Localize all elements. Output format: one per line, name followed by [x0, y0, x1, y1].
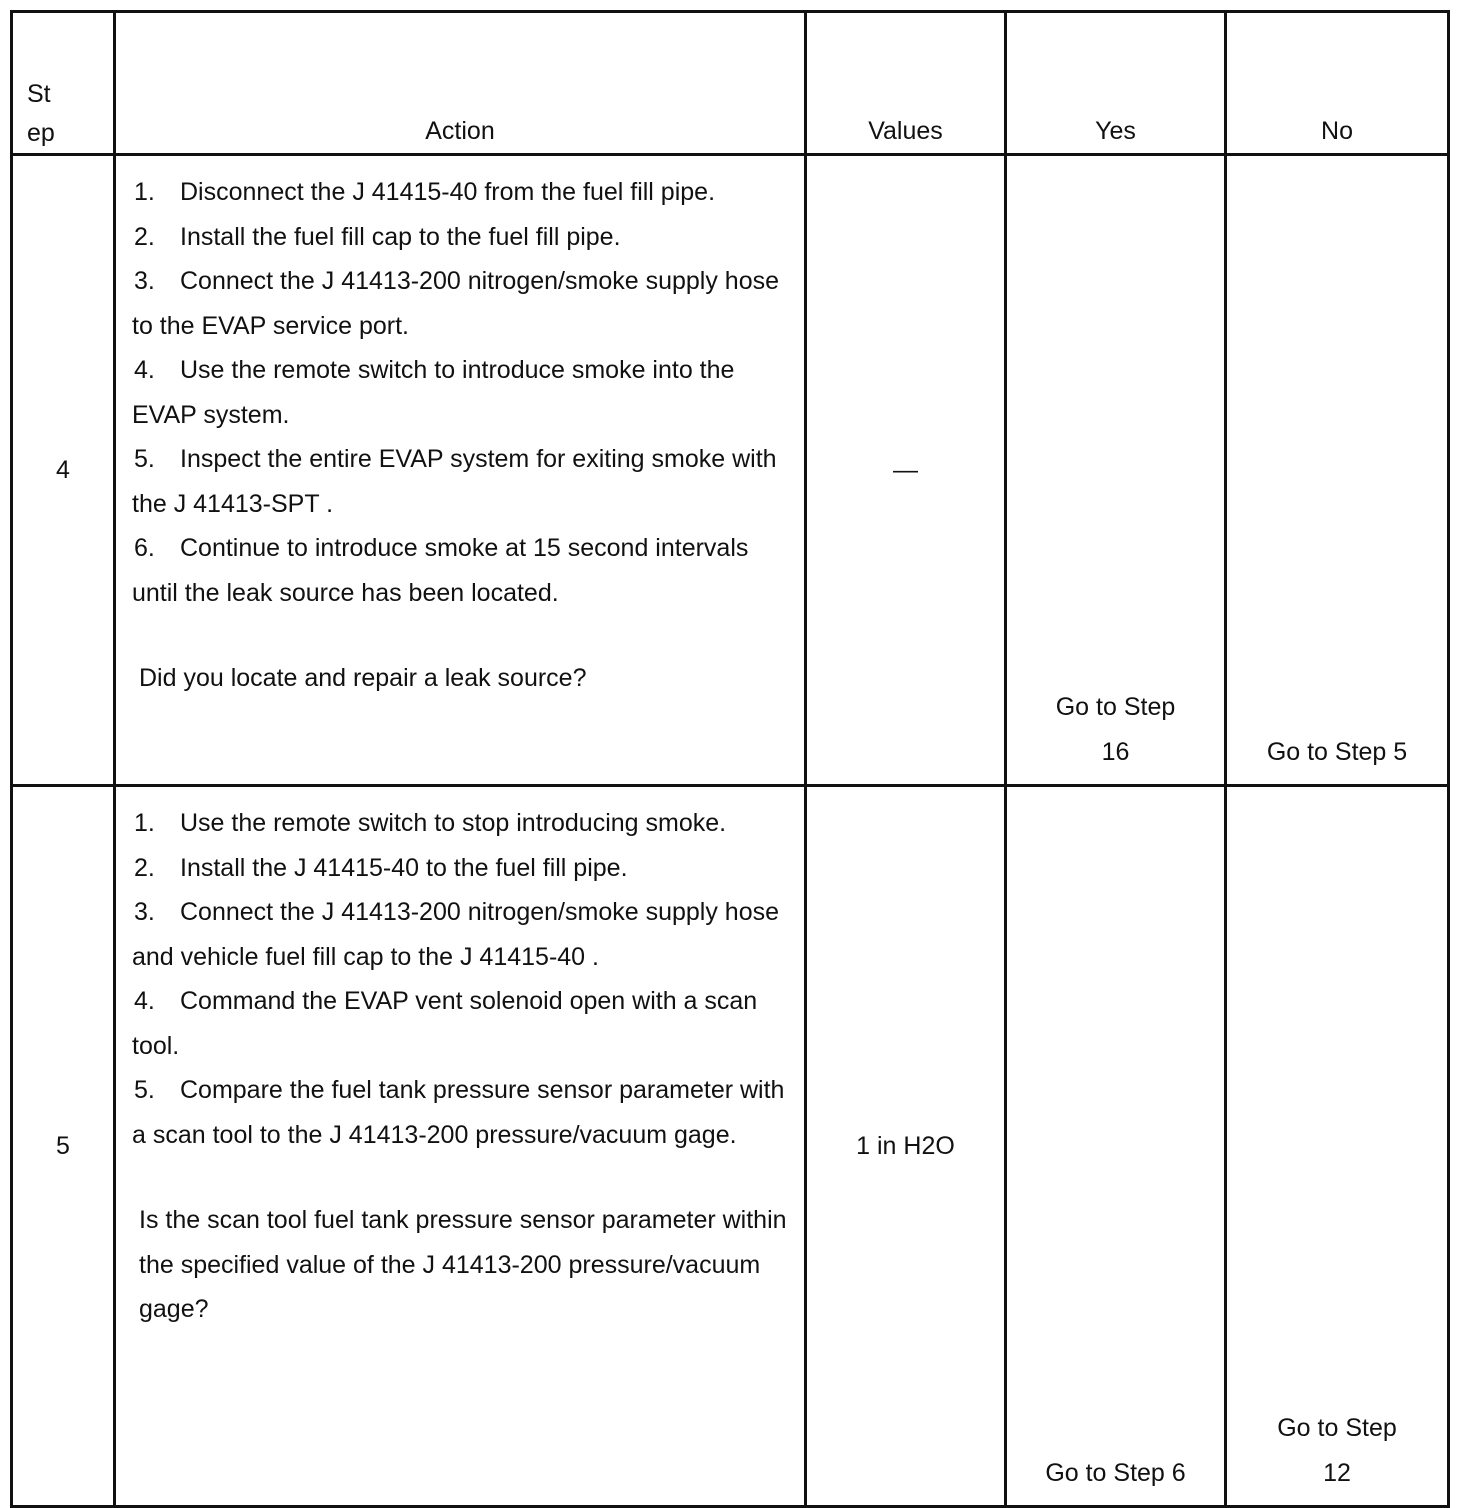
values-cell: —: [806, 155, 1006, 786]
table-row: [12, 786, 1449, 1507]
values-cell: 1 in H2O: [806, 786, 1006, 1507]
action-item: 3. Connect the J 41413-200 nitrogen/smoke supply hose and vehicle fuel fill cap to the J 41415-40 .: [132, 898, 779, 971]
action-item: 1. Use the remote switch to stop introducing smoke.: [134, 809, 727, 837]
step-number: 5: [12, 786, 115, 1507]
header-step: St ep: [12, 12, 115, 155]
action-item: 1. Disconnect the J 41415-40 from the fuel fill pipe.: [134, 178, 716, 206]
yes-cell: Go to Step 16: [1006, 155, 1226, 786]
action-item: 5. Inspect the entire EVAP system for exiting smoke with the J 41413-SPT .: [132, 445, 777, 518]
action-question: Did you locate and repair a leak source?: [139, 664, 587, 692]
action-list: [132, 170, 794, 615]
action-item: 2. Install the J 41415-40 to the fuel fill pipe.: [134, 853, 628, 882]
action-list: [132, 801, 794, 1157]
action-cell: [115, 786, 806, 1507]
action-cell: [115, 155, 806, 786]
header-values: Values: [806, 12, 1006, 155]
no-cell: Go to Step 5: [1226, 155, 1449, 786]
action-item: 2. Install the fuel fill cap to the fuel fill pipe.: [134, 222, 621, 251]
header-no: No: [1226, 12, 1449, 155]
action-question: Is the scan tool fuel tank pressure sensor parameter within the specified value of the J 41413-200 pressure/vacuum gage?: [139, 1206, 787, 1323]
step-number: 4: [12, 155, 115, 786]
header-yes: Yes: [1006, 12, 1226, 155]
yes-cell: Go to Step 6: [1006, 786, 1226, 1507]
header-row: [12, 12, 1449, 155]
action-item: 4. Use the remote switch to introduce smoke into the EVAP system.: [132, 356, 735, 429]
action-item: 4. Command the EVAP vent solenoid open with a scan tool.: [132, 987, 758, 1060]
action-item: 5. Compare the fuel tank pressure sensor parameter with a scan tool to the J 41413-200 pressure/vacuum gage.: [132, 1076, 785, 1149]
action-item: 3. Connect the J 41413-200 nitrogen/smoke supply hose to the EVAP service port.: [132, 267, 779, 340]
table-row: [12, 155, 1449, 786]
header-action: Action: [115, 12, 806, 155]
action-item: 6. Continue to introduce smoke at 15 second intervals until the leak source has been located.: [132, 534, 749, 607]
no-cell: Go to Step 12: [1226, 786, 1449, 1507]
diagnostic-table: [10, 10, 1450, 1508]
